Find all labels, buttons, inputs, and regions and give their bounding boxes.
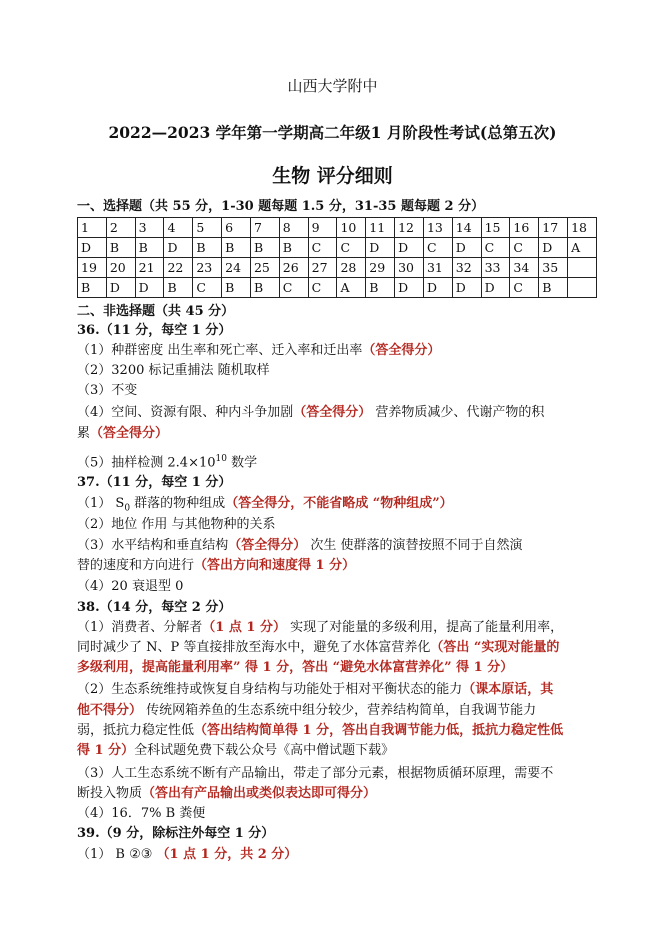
question-number-cell: 29 xyxy=(366,258,395,278)
q38-line3: 多级利用，提高能量利用率” 得 1 分，答出 “避免水体富营养化” 得 1 分） xyxy=(77,660,514,675)
answer-cell xyxy=(568,278,597,298)
answer-cell: A xyxy=(568,238,597,258)
question-number-cell: 35 xyxy=(539,258,568,278)
question-number-cell: 4 xyxy=(164,218,193,238)
answer-row xyxy=(78,278,597,298)
answer-cell: C xyxy=(510,278,539,298)
answer-cell: C xyxy=(423,238,452,258)
question-number-cell: 8 xyxy=(279,218,308,238)
q38-line5: 他不得分） 传统网箱养鱼的生态系统中组分较少，营养结构简单，自我调节能力 xyxy=(77,703,537,718)
answer-cell: B xyxy=(106,238,135,258)
section1-title: 一、选择题（共 55 分，1-30 题每题 1.5 分，31-35 题每题 2 分） xyxy=(77,199,485,214)
question-number-cell: 15 xyxy=(481,218,510,238)
q38-line7: 得 1 分）全科试题免费下载公众号《高中僧试题下载》 xyxy=(77,743,395,758)
question-number-cell: 1 xyxy=(78,218,107,238)
q37-line1: （1） $S_0$ 群落的物种组成（答全得分，不能省略成 “物种组成”） xyxy=(77,496,453,514)
question-number-cell: 11 xyxy=(366,218,395,238)
q36-line1: （1）种群密度 出生率和死亡率、迁入率和迁出率（答全得分） xyxy=(77,343,441,358)
q39-line1: （1） B ②③ （1 点 1 分，共 2 分） xyxy=(77,847,298,862)
answer-cell: B xyxy=(279,238,308,258)
q36-line4: （4）空间、资源有限、种内斗争加剧（答全得分） 营养物质减少、代谢产物的积 xyxy=(77,405,545,420)
q38-line2: 同时减少了 N、P 等直接排放至海水中，避免了水体富营养化（答出 “实现对能量的 xyxy=(77,640,560,655)
question-number-cell: 20 xyxy=(106,258,135,278)
question-number-cell: 26 xyxy=(279,258,308,278)
answer-cell: B xyxy=(250,278,279,298)
question-number-cell: 22 xyxy=(164,258,193,278)
question-number-cell: 34 xyxy=(510,258,539,278)
answer-cell: A xyxy=(337,278,366,298)
answer-cell: D xyxy=(452,278,481,298)
question-number-cell: 18 xyxy=(568,218,597,238)
q37-line2: （2）地位 作用 与其他物种的关系 xyxy=(77,517,276,532)
q38-line9: 断投入物质（答出有产品输出或类似表达即可得分） xyxy=(77,786,377,801)
question-number-cell: 23 xyxy=(193,258,222,278)
answer-cell: C xyxy=(481,238,510,258)
answer-cell: C xyxy=(308,278,337,298)
answer-cell: B xyxy=(250,238,279,258)
question-number-cell: 9 xyxy=(308,218,337,238)
answer-cell: B xyxy=(135,238,164,258)
question-number-cell: 12 xyxy=(395,218,424,238)
answer-cell: B xyxy=(164,278,193,298)
question-number-cell: 5 xyxy=(193,218,222,238)
answer-cell: D xyxy=(395,238,424,258)
q37-line3: （3）水平结构和垂直结构（答全得分） 次生 使群落的演替按照不同于自然演 xyxy=(77,538,523,553)
q38-line8: （3）人工生态系统不断有产品输出，带走了部分元素，根据物质循环原理，需要不 xyxy=(77,766,554,781)
answer-cell: C xyxy=(308,238,337,258)
answer-cell: D xyxy=(481,278,510,298)
question-number-cell: 28 xyxy=(337,258,366,278)
answer-cell: B xyxy=(222,278,251,298)
answer-cell: D xyxy=(452,238,481,258)
answer-cell: C xyxy=(337,238,366,258)
q39-heading: 39.（9 分，除标注外每空 1 分） xyxy=(77,826,275,841)
q38-line1: （1）消费者、分解者（1 点 1 分） 实现了对能量的多级利用，提高了能量利用率， xyxy=(77,620,564,635)
answer-cell: D xyxy=(78,238,107,258)
question-number-cell: 30 xyxy=(395,258,424,278)
q37-line5: （4）20 衰退型 0 xyxy=(77,579,184,594)
exam-title: 2022—2023 学年第一学期高二年级1 月阶段性考试(总第五次) xyxy=(108,123,557,142)
question-number-cell: 31 xyxy=(423,258,452,278)
answer-cell: C xyxy=(279,278,308,298)
subject-title: 生物 评分细则 xyxy=(272,165,393,187)
question-number-cell: 19 xyxy=(78,258,107,278)
answer-cell: D xyxy=(366,238,395,258)
answer-cell: B xyxy=(193,238,222,258)
question-number-cell: 10 xyxy=(337,218,366,238)
q38-line4: （2）生态系统维持或恢复自身结构与功能处于相对平衡状态的能力（课本原话，其 xyxy=(77,682,554,697)
answer-cell: D xyxy=(106,278,135,298)
school-name: 山西大学附中 xyxy=(287,77,378,95)
answer-cell: B xyxy=(78,278,107,298)
question-number-cell: 2 xyxy=(106,218,135,238)
q38-line10: （4）16．7% B 粪便 xyxy=(77,806,206,821)
answer-cell: C xyxy=(193,278,222,298)
q36-line6: （5）抽样检测 $2.4\times 10^{10}$ 数学 xyxy=(77,454,258,471)
q38-line6: 弱，抵抗力稳定性低（答出结构简单得 1 分，答出自我调节能力低，抵抗力稳定性低 xyxy=(77,723,564,738)
question-number-cell: 3 xyxy=(135,218,164,238)
question-number-row xyxy=(78,218,597,238)
question-number-cell: 25 xyxy=(250,258,279,278)
q36-line5: 累（答全得分） xyxy=(77,426,169,441)
answer-cell: D xyxy=(539,238,568,258)
question-number-cell: 16 xyxy=(510,218,539,238)
q36-heading: 36.（11 分，每空 1 分） xyxy=(77,323,232,338)
q38-heading: 38.（14 分，每空 2 分） xyxy=(77,600,232,615)
answer-cell: D xyxy=(164,238,193,258)
answer-cell: D xyxy=(395,278,424,298)
question-number-cell xyxy=(568,258,597,278)
answer-row xyxy=(78,238,597,258)
question-number-cell: 32 xyxy=(452,258,481,278)
question-number-cell: 33 xyxy=(481,258,510,278)
answer-cell: D xyxy=(135,278,164,298)
question-number-cell: 27 xyxy=(308,258,337,278)
answer-cell: B xyxy=(222,238,251,258)
q37-line4: 替的速度和方向进行（答出方向和速度得 1 分） xyxy=(77,558,356,573)
answer-cell: B xyxy=(366,278,395,298)
question-number-cell: 17 xyxy=(539,218,568,238)
answer-cell: C xyxy=(510,238,539,258)
question-number-cell: 14 xyxy=(452,218,481,238)
q36-line2: （2）3200 标记重捕法 随机取样 xyxy=(77,363,270,378)
answer-cell: B xyxy=(539,278,568,298)
q36-line3: （3）不变 xyxy=(77,383,138,398)
question-number-cell: 7 xyxy=(250,218,279,238)
answer-cell: D xyxy=(423,278,452,298)
section2-title: 二、非选择题（共 45 分） xyxy=(77,304,235,319)
question-number-cell: 24 xyxy=(222,258,251,278)
question-number-cell: 21 xyxy=(135,258,164,278)
question-number-cell: 13 xyxy=(423,218,452,238)
q37-heading: 37.（11 分，每空 1 分） xyxy=(77,475,232,490)
question-number-row xyxy=(78,258,597,278)
answer-table xyxy=(77,217,597,298)
question-number-cell: 6 xyxy=(222,218,251,238)
